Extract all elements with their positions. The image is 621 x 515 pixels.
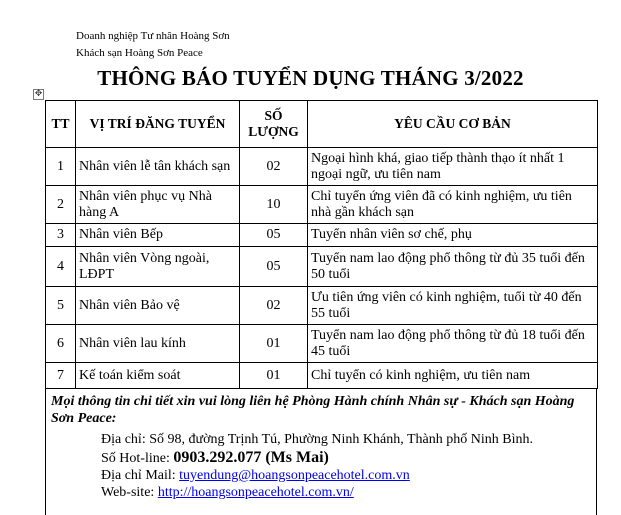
row-quantity: 02 [240, 287, 308, 325]
hotline-value: 0903.292.077 (Ms Mai) [173, 449, 329, 466]
row-requirement: Chỉ tuyển có kinh nghiệm, ưu tiên nam [308, 363, 598, 389]
header-quantity-line2: LƯỢNG [248, 124, 299, 139]
table-row [46, 287, 598, 325]
row-requirement: Chỉ tuyển ứng viên đã có kinh nghiệm, ưu tiên nhà gần khách sạn [308, 186, 598, 224]
row-position: Nhân viên Bảo vệ [76, 287, 240, 325]
table-row [46, 224, 598, 247]
contact-intro: Mọi thông tin chi tiết xin vui lòng liên hệ Phòng Hành chính Nhân sự - Khách sạn Hoàng Sơn Peace: [51, 394, 575, 426]
hotel-name: Khách sạn Hoàng Sơn Peace [76, 47, 203, 59]
row-tt: 2 [46, 186, 76, 224]
table-row [46, 247, 598, 287]
row-quantity: 10 [240, 186, 308, 224]
row-quantity: 01 [240, 325, 308, 363]
email-link[interactable]: tuyendung@hoangsonpeacehotel.com.vn [179, 468, 410, 483]
row-requirement: Tuyển nhân viên sơ chế, phụ [308, 224, 598, 247]
table-move-handle-icon[interactable]: ✥ [34, 89, 43, 99]
contact-website [101, 484, 354, 501]
header-tt: TT [46, 101, 76, 148]
table-row [46, 325, 598, 363]
row-tt: 1 [46, 148, 76, 186]
row-tt: 7 [46, 363, 76, 389]
header-quantity-line1: SỐ [264, 108, 283, 123]
row-position: Nhân viên Bếp [76, 224, 240, 247]
row-requirement: Ưu tiên ứng viên có kinh nghiệm, tuổi từ 40 đến 55 tuổi [308, 287, 598, 325]
row-tt: 6 [46, 325, 76, 363]
table-row [46, 186, 598, 224]
contact-address: Địa chỉ: Số 98, đường Trịnh Tú, Phường Ninh Khánh, Thành phố Ninh Bình. [101, 432, 533, 447]
row-position: Kế toán kiểm soát [76, 363, 240, 389]
page-title: THÔNG BÁO TUYỂN DỤNG THÁNG 3/2022 [97, 66, 524, 90]
row-quantity: 02 [240, 148, 308, 186]
email-label: Địa chỉ Mail: [101, 468, 180, 483]
row-requirement: Tuyển nam lao động phổ thông từ đủ 18 tuổi đến 45 tuổi [308, 325, 598, 363]
row-position: Nhân viên phục vụ Nhà hàng A [76, 186, 240, 224]
hotline-label: Số Hot-line: [101, 451, 174, 466]
row-position: Nhân viên lau kính [76, 325, 240, 363]
row-tt: 5 [46, 287, 76, 325]
contact-email [101, 467, 410, 484]
row-position: Nhân viên lễ tân khách sạn [76, 148, 240, 186]
row-quantity: 05 [240, 247, 308, 287]
header-position: VỊ TRÍ ĐĂNG TUYỂN [76, 101, 240, 148]
table-row [46, 148, 598, 186]
row-requirement: Tuyển nam lao động phổ thông từ đủ 35 tuổi đến 50 tuổi [308, 247, 598, 287]
row-position: Nhân viên Vòng ngoài, LĐPT [76, 247, 240, 287]
website-label: Web-site: [101, 485, 158, 500]
table-header-row [46, 101, 598, 148]
company-name: Doanh nghiệp Tư nhân Hoàng Sơn [76, 30, 230, 42]
contact-hotline [101, 449, 329, 467]
contact-box [45, 389, 597, 515]
row-tt: 4 [46, 247, 76, 287]
row-quantity: 01 [240, 363, 308, 389]
website-link[interactable]: http://hoangsonpeacehotel.com.vn/ [157, 485, 354, 500]
header-requirement: YÊU CẦU CƠ BẢN [308, 101, 598, 148]
header-quantity [240, 101, 308, 148]
recruitment-table [45, 100, 598, 389]
row-tt: 3 [46, 224, 76, 247]
table-row [46, 363, 598, 389]
row-quantity: 05 [240, 224, 308, 247]
row-requirement: Ngoại hình khá, giao tiếp thành thạo ít nhất 1 ngoại ngữ, ưu tiên nam [308, 148, 598, 186]
